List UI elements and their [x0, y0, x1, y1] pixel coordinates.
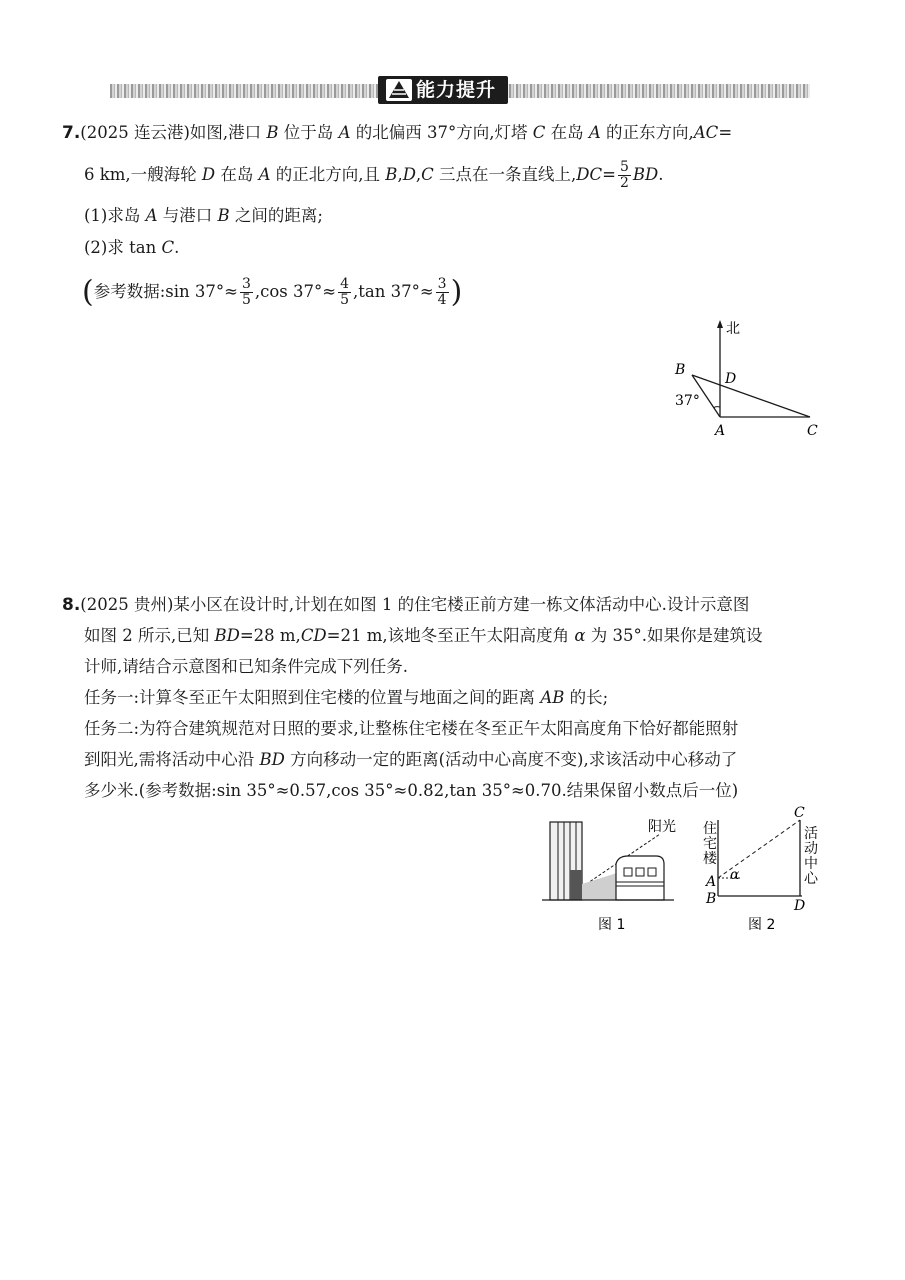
q8-figure-2: [700, 800, 835, 940]
svg-text:心: 心: [804, 871, 818, 887]
q7-sub-1: (1)求岛 A 与港口 B 之间的距离;: [84, 206, 323, 225]
q8-task-2-line-3: 多少米.(参考数据:sin 35°≈0.57,cos 35°≈0.82,tan 35°≈0.70.结果保留小数点后一位): [84, 781, 739, 800]
svg-text:宅: 宅: [703, 836, 717, 852]
segment-bc: [692, 375, 810, 417]
svg-text:住: 住: [703, 821, 717, 837]
label-b: B: [706, 891, 717, 907]
q7-line-2: 6 km,一艘海轮 D 在岛 A 的正北方向,且 B,D,C 三点在一条直线上,DC= $\frac{5}{2}$ BD.: [84, 159, 664, 191]
q8-line-1: 8.(2025 贵州)某小区在设计时,计划在如图 1 的住宅楼正前方建一栋文体活动中心.设计示意图: [62, 595, 750, 615]
q7-sub-2: (2)求 tan C.: [84, 238, 180, 257]
figure-1-caption: 图 1: [598, 917, 626, 933]
sunlight-label: 阳光: [648, 819, 676, 835]
figure-2-caption: 图 2: [748, 917, 776, 933]
angle-arc: [714, 407, 720, 408]
north-arrow-icon: [717, 320, 723, 328]
label-d: D: [725, 371, 737, 387]
q7-number: 7.: [62, 123, 81, 143]
q7-figure: [665, 318, 835, 443]
q8-source: (2025 贵州): [80, 595, 174, 614]
label-a: A: [706, 874, 717, 890]
q7-line-1: 7.(2025 连云港)如图,港口 B 位于岛 A 的北偏西 37°方向,灯塔 C 在岛 A 的正东方向,AC=: [62, 123, 733, 143]
svg-text:动: 动: [804, 841, 818, 857]
q8-line-3: 计师,请结合示意图和已知条件完成下列任务.: [84, 657, 408, 676]
pyramid-icon: [386, 79, 412, 101]
section-banner: [378, 76, 508, 104]
activity-center: [616, 856, 664, 900]
q7-source: (2025 连云港): [80, 123, 190, 142]
q8-task-1: 任务一:计算冬至正午太阳照到住宅楼的位置与地面之间的距离 AB 的长;: [84, 688, 609, 707]
fraction-5-2: $\frac{5}{2}$: [619, 159, 629, 191]
q7-reference-data: (参考数据:sin 37°≈ $\frac{3}{5}$ ,cos 37°≈ $\frac{4}{5}$ ,tan 37°≈ $\frac{3}{4}$ ): [82, 274, 463, 310]
label-c: C: [807, 423, 818, 439]
label-a: A: [715, 423, 726, 439]
q8-task-2-line-1: 任务二:为符合建筑规范对日照的要求,让整栋住宅楼在冬至正午太阳高度角下恰好都能照射: [84, 719, 739, 738]
q8-number: 8.: [62, 595, 81, 615]
svg-text:活: 活: [804, 826, 818, 842]
north-label: 北: [726, 321, 740, 337]
label-d: D: [794, 898, 806, 914]
shadow: [582, 872, 620, 900]
q8-line-2: 如图 2 所示,已知 BD=28 m,CD=21 m,该地冬至正午太阳高度角 α 为 35°.如果你是建筑设: [84, 626, 763, 645]
label-c: C: [794, 805, 805, 821]
q8-task-2-line-2: 到阳光,需将活动中心沿 BD 方向移动一定的距离(活动中心高度不变),求该活动中心移动了: [84, 750, 738, 769]
label-37: 37°: [675, 393, 700, 409]
svg-text:中: 中: [804, 856, 818, 872]
svg-text:楼: 楼: [703, 851, 717, 867]
label-b: B: [675, 362, 686, 378]
label-alpha: α: [730, 867, 740, 883]
q8-figure-1: [540, 812, 690, 937]
section-title: 能力提升: [416, 79, 497, 101]
